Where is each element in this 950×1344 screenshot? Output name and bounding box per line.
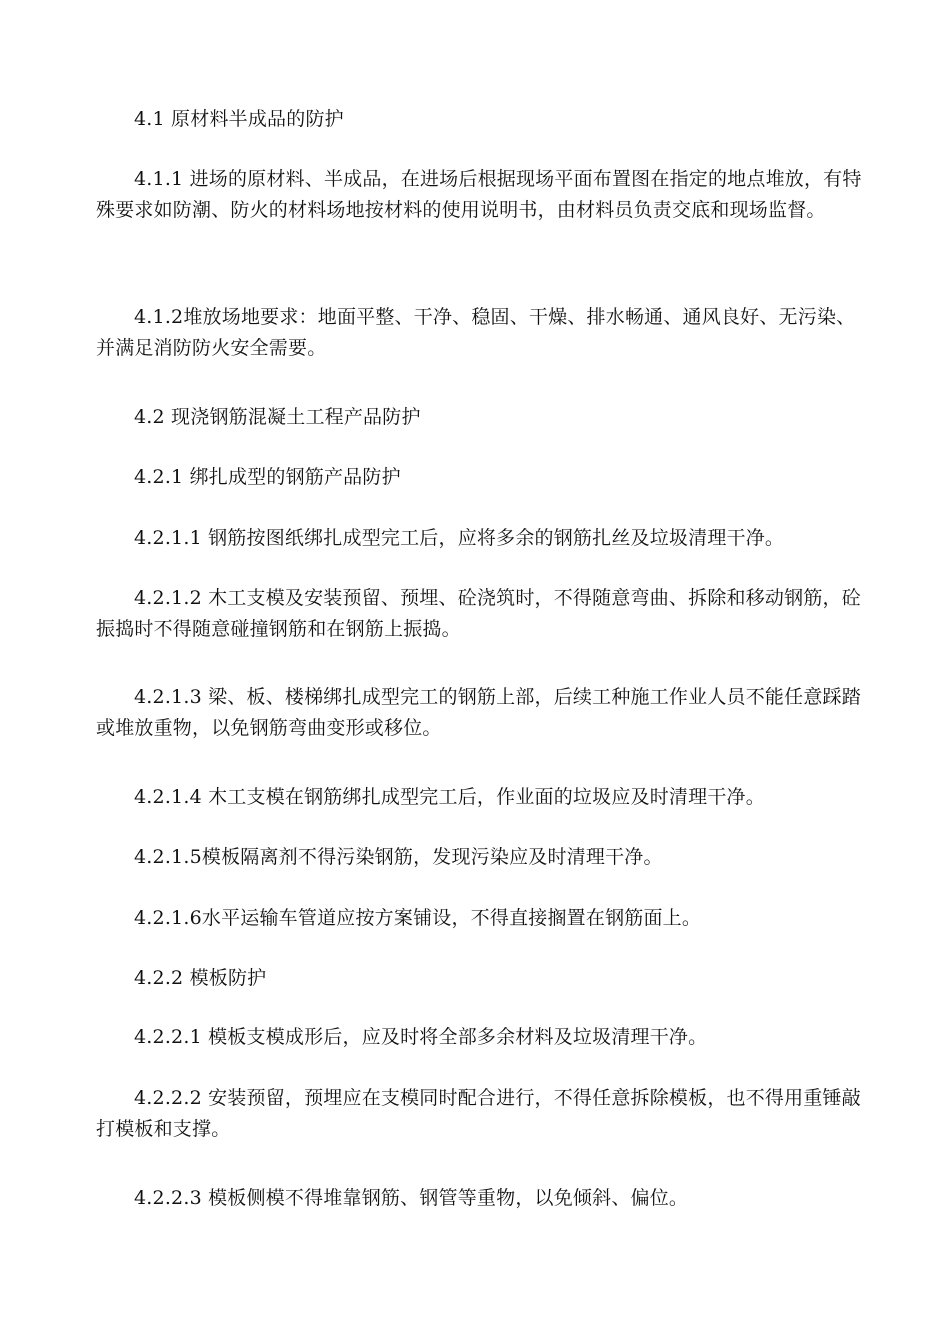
paragraph-4-1-2: 4.1.2堆放场地要求：地面平整、干净、稳固、干燥、排水畅通、通风良好、无污染、并满足消防防火安全需要。 [96,306,856,359]
paragraph-4-2-1-2: 4.2.1.2 木工支模及安装预留、预埋、砼浇筑时，不得随意弯曲、拆除和移动钢筋，砼振捣时不得随意碰撞钢筋和在钢筋上振捣。 [96,587,861,640]
paragraph-4-2-1-4: 4.2.1.4 木工支模在钢筋绑扎成型完工后，作业面的垃圾应及时清理干净。 [134,786,765,808]
heading-4-2: 4.2 现浇钢筋混凝土工程产品防护 [134,406,421,428]
heading-4-2-2: 4.2.2 模板防护 [134,967,267,989]
paragraph-4-2-1-6: 4.2.1.6水平运输车管道应按方案铺设，不得直接搁置在钢筋面上。 [134,907,702,929]
paragraph-4-2-2-3: 4.2.2.3 模板侧模不得堆靠钢筋、钢管等重物，以免倾斜、偏位。 [134,1187,689,1209]
paragraph-4-2-1-5: 4.2.1.5模板隔离剂不得污染钢筋，发现污染应及时清理干净。 [134,846,663,868]
heading-4-2-1: 4.2.1 绑扎成型的钢筋产品防护 [134,466,401,488]
paragraph-4-2-1-3: 4.2.1.3 梁、板、楼梯绑扎成型完工的钢筋上部，后续工种施工作业人员不能任意踩踏或堆放重物，以免钢筋弯曲变形或移位。 [96,686,861,739]
paragraph-4-1-1: 4.1.1 进场的原材料、半成品，在进场后根据现场平面布置图在指定的地点堆放，有特殊要求如防潮、防火的材料场地按材料的使用说明书，由材料员负责交底和现场监督。 [96,168,862,221]
heading-4-1: 4.1 原材料半成品的防护 [134,108,344,130]
paragraph-4-2-2-2: 4.2.2.2 安装预留，预埋应在支模同时配合进行，不得任意拆除模板，也不得用重锤敲打模板和支撑。 [96,1087,861,1140]
paragraph-4-2-1-1: 4.2.1.1 钢筋按图纸绑扎成型完工后，应将多余的钢筋扎丝及垃圾清理干净。 [134,527,785,549]
paragraph-4-2-2-1: 4.2.2.1 模板支模成形后，应及时将全部多余材料及垃圾清理干净。 [134,1026,708,1048]
